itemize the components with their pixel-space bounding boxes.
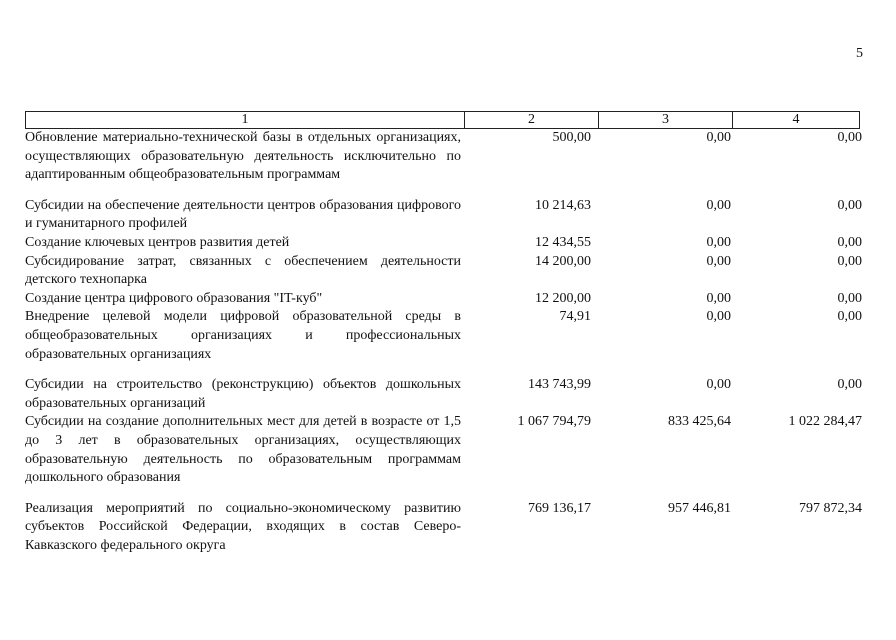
row-value-col4: 0,00 bbox=[837, 309, 862, 325]
row-value-col4: 0,00 bbox=[837, 234, 862, 250]
row-value-col2: 10 214,63 bbox=[535, 197, 591, 213]
row-value-col2: 12 200,00 bbox=[535, 290, 591, 306]
row-value-col4: 0,00 bbox=[837, 130, 862, 145]
table-row bbox=[25, 129, 866, 185]
row-description: Внедрение целевой модели цифровой образовательной среды в общеобразовательных организациях и профессиональных образовательных организациях bbox=[25, 309, 461, 362]
table-row bbox=[25, 234, 866, 253]
table-row bbox=[25, 253, 866, 290]
row-description: Создание ключевых центров развития детей bbox=[25, 234, 290, 250]
row-value-col3: 833 425,64 bbox=[668, 414, 731, 430]
row-value-col2: 500,00 bbox=[552, 130, 591, 145]
row-value-col2: 143 743,99 bbox=[528, 377, 591, 393]
table-row bbox=[25, 308, 866, 364]
row-description: Субсидии на создание дополнительных мест для детей в возрасте от 1,5 до 3 лет в образовательных организациях, осуществляющих образовательную деятельность по образовательным программам дошкольного образования bbox=[25, 414, 461, 486]
row-value-col3: 0,00 bbox=[706, 377, 731, 393]
row-description: Обновление материально-технической базы в отдельных организациях, осуществляющих образовательную деятельность исключительно по адаптированным общеобразовательным программам bbox=[25, 130, 461, 183]
column-header-4: 4 bbox=[733, 112, 860, 129]
row-value-col2: 1 067 794,79 bbox=[517, 414, 591, 430]
row-description: Создание центра цифрового образования "IT-куб" bbox=[25, 290, 323, 306]
row-value-col3: 0,00 bbox=[706, 309, 731, 325]
column-header-1: 1 bbox=[26, 112, 465, 129]
page-number: 5 bbox=[856, 46, 863, 61]
row-value-col4: 0,00 bbox=[837, 197, 862, 213]
row-value-col2: 769 136,17 bbox=[528, 500, 591, 516]
row-value-col3: 0,00 bbox=[706, 234, 731, 250]
row-description: Субсидирование затрат, связанных с обеспечением деятельности детского технопарка bbox=[25, 253, 461, 288]
row-value-col3: 957 446,81 bbox=[668, 500, 731, 516]
row-value-col3: 0,00 bbox=[706, 197, 731, 213]
row-value-col4: 0,00 bbox=[837, 253, 862, 269]
column-header-2: 2 bbox=[465, 112, 599, 129]
table-row bbox=[25, 197, 866, 234]
row-description: Субсидии на строительство (реконструкцию) объектов дошкольных образовательных организаций bbox=[25, 377, 461, 411]
table-row bbox=[25, 500, 866, 556]
row-value-col4: 0,00 bbox=[837, 377, 862, 393]
row-description: Субсидии на обеспечение деятельности центров образования цифрового и гуманитарного профилей bbox=[25, 197, 461, 232]
column-header-table bbox=[25, 111, 860, 129]
column-header-3: 3 bbox=[599, 112, 733, 129]
table-row bbox=[25, 376, 866, 413]
row-value-col2: 74,91 bbox=[559, 309, 591, 325]
row-value-col4: 797 872,34 bbox=[799, 500, 862, 516]
row-value-col3: 0,00 bbox=[706, 290, 731, 306]
row-value-col3: 0,00 bbox=[706, 253, 731, 269]
row-description: Реализация мероприятий по социально-экономическому развитию субъектов Российской Федерации, входящих в состав Северо-Кавказского федерального округа bbox=[25, 500, 461, 553]
column-header-row bbox=[26, 112, 860, 129]
table-body bbox=[25, 129, 866, 555]
row-value-col2: 14 200,00 bbox=[535, 253, 591, 269]
table-row bbox=[25, 413, 866, 487]
row-value-col2: 12 434,55 bbox=[535, 234, 591, 250]
row-value-col4: 1 022 284,47 bbox=[788, 414, 862, 430]
row-value-col3: 0,00 bbox=[706, 130, 731, 145]
table-row bbox=[25, 290, 866, 309]
row-value-col4: 0,00 bbox=[837, 290, 862, 306]
